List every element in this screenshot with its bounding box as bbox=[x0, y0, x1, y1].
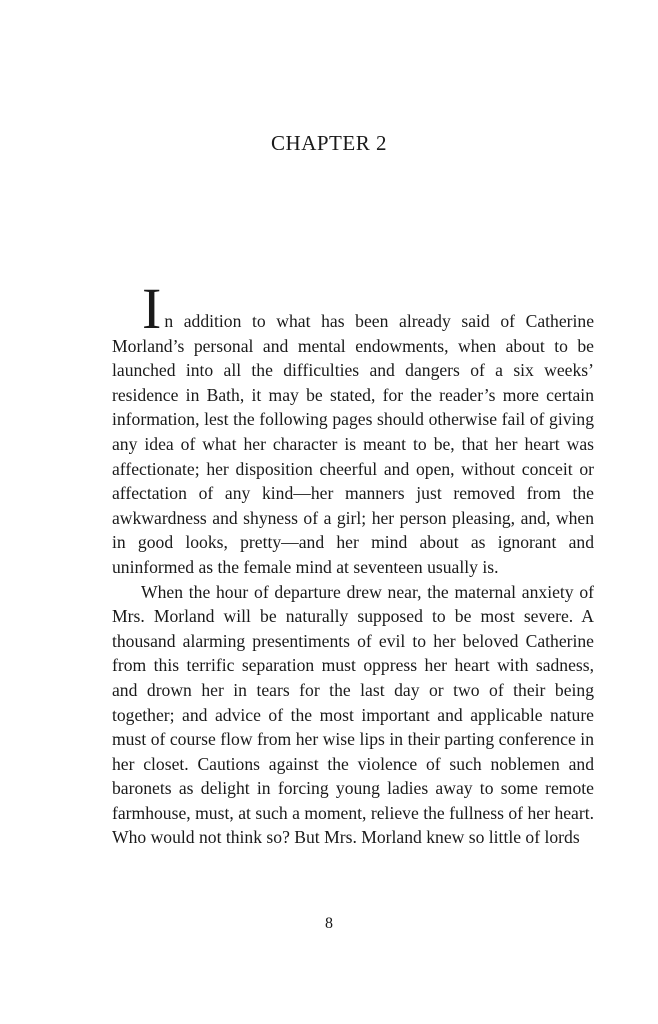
chapter-title: CHAPTER 2 bbox=[271, 131, 387, 155]
body-text bbox=[112, 276, 594, 850]
paragraph-first-text: n addition to what has been already said of Catherine Morland’s personal and mental endowments, when about to be launched into all the difficulties and dangers of a six weeks’ residence in Bath, it may be stated, for the reader’s more certain information, lest the following pages should otherwise fail of giving any idea of what her character is meant to be, that her heart was affectionate; her disposition cheerful and open, without conceit or affectation of any kind—her manners just removed from the awkwardness and shyness of a girl; her person pleasing, and, when in good looks, pretty—and her mind about as ignorant and uninformed as the female mind at seventeen usually is. bbox=[112, 311, 594, 577]
paragraph-second: When the hour of departure drew near, the maternal anxiety of Mrs. Morland will be naturally supposed to be most severe. A thousand alarming presentiments of evil to her beloved Catherine from this terrific separation must oppress her heart with sadness, and drown her in tears for the last day or two of their being together; and advice of the most important and applicable nature must of course flow from her wise lips in their parting conference in her closet. Cautions against the violence of such noblemen and baronets as delight in forcing young ladies away to some remote farmhouse, must, at such a moment, relieve the fullness of her heart. Who would not think so? But Mrs. Morland knew so little of lords bbox=[112, 581, 594, 848]
page-number: 8 bbox=[325, 915, 333, 932]
paragraph-first bbox=[112, 276, 594, 580]
drop-cap-letter: I bbox=[142, 276, 162, 341]
